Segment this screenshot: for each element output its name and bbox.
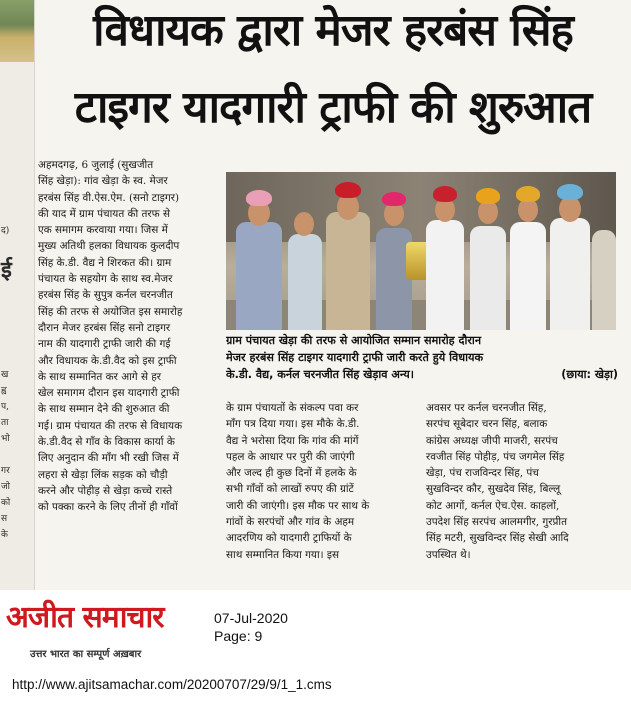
adjacent-text-fragment: ख — [1, 370, 9, 380]
person-figure — [426, 220, 464, 330]
article-line: के.डी.वैद से गाँव के विकास कार्या के — [38, 436, 175, 449]
person-figure — [592, 230, 616, 330]
article-line: साथ सम्मानित किया गया। इस — [226, 548, 340, 561]
article-line: माँग पत्र दिया गया। इस मौके के.डी. — [226, 418, 360, 431]
article-column-2 — [226, 400, 418, 563]
person-figure — [236, 222, 282, 330]
person-figure — [326, 212, 370, 330]
article-line: अहमदगढ़, 6 जुलाई (सुखजीत — [38, 159, 154, 171]
adjacent-text-fragment: स — [1, 514, 8, 524]
article-line: सिंह की तरफ से अयोजित इस समारोह — [38, 305, 183, 318]
article-line: की याद में ग्राम पंचायत की तरफ से — [38, 207, 171, 220]
article-line: हरबंस सिंह वी.ऐस.ऐम. (सनो टाइगर) — [38, 191, 179, 204]
turban-pink — [246, 190, 272, 206]
article-line: पंचायत के सहयोग के साथ स्व.मेजर — [38, 273, 173, 286]
headline-line-2: टाइगर यादगारी ट्राफी की शुरुआत — [74, 82, 592, 133]
adjacent-text-fragment: द) — [1, 226, 10, 236]
article-line: सरपंच सूबेदार चरन सिंह, बलाक — [426, 418, 548, 431]
article-line: लहरा से खेड़ा लिंक सड़क को चौड़ी — [38, 468, 168, 481]
article-line: और विधायक के.डी.वैद को इस ट्राफी — [38, 354, 177, 367]
caption-line — [226, 366, 618, 383]
page-footer — [0, 590, 631, 709]
article-line: आदरणिय को यादगारी ट्राफियों के — [226, 532, 352, 545]
adjacent-photo-fragment — [0, 0, 34, 62]
turban-red — [335, 182, 361, 198]
photo-credit: (छाया: खेड़ा) — [561, 368, 618, 381]
event-photo — [226, 172, 616, 330]
article-line: और जल्द ही कुछ दिनों में हलके के — [226, 467, 357, 480]
article-line: सिंह खेड़ा): गांव खेड़ा के स्व. मेजर — [38, 175, 168, 188]
article-line: वैद्य ने भरोसा दिया कि गांव की मांगें — [226, 434, 359, 447]
newspaper-tagline: उत्तर भारत का सम्पूर्ण अख़बार — [30, 649, 142, 660]
person-figure — [550, 218, 590, 330]
adjacent-text-fragment: के — [1, 530, 8, 540]
article-line: रवजीत सिंह पोहीड़, पंच जगमेल सिंह — [426, 450, 565, 463]
article-line: एक समागम करवाया गया। जिस में — [38, 224, 168, 237]
article-line: लिए अनुदान की माँग भी रखी जिस में — [38, 452, 179, 465]
adjacent-article-strip — [0, 0, 35, 590]
caption-line: मेजर हरबंस सिंह टाइगर यादगारी ट्राफी जारी करते हुये विधायक — [226, 351, 484, 364]
person-figure — [510, 222, 546, 330]
caption-line: ग्राम पंचायत खेड़ा की तरफ से आयोजित सम्मान समारोह दौरान — [226, 334, 482, 347]
article-line: दौरान मेजर हरबंस सिंह सनो टाइगर — [38, 321, 171, 334]
adjacent-text-fragment: ता — [1, 418, 9, 428]
turban-red — [433, 186, 457, 202]
article-line: के ग्राम पंचायतों के संकल्प पवा कर — [226, 402, 359, 414]
article-line: सिंह मटरी, सुखविन्दर सिंह सेखी आदि — [426, 532, 569, 545]
person-figure — [470, 226, 506, 330]
page-number: Page: 9 — [214, 628, 263, 644]
article-line: जारी की जाएंगी। इस मौक पर साथ के — [226, 499, 370, 512]
adjacent-text-fragment: ई — [1, 257, 12, 283]
person-figure — [288, 234, 322, 330]
article-line: कोट आगों, कर्नल ऐच.ऐस. काहलों, — [426, 499, 560, 512]
adjacent-text-fragment: प, — [1, 402, 9, 412]
article-column-1 — [38, 157, 218, 516]
adjacent-text-fragment: को — [1, 498, 11, 508]
article-line: सिंह के.डी. वैद्य ने शिरकत की। ग्राम — [38, 256, 172, 269]
edition-date: 07-Jul-2020 — [214, 610, 288, 626]
article-line: उपदेश सिंह सरपंच आलमगीर, गुरप्रीत — [426, 516, 567, 529]
adjacent-text-fragment: जो — [1, 482, 11, 492]
article-line: मुख्य अतिथी हलका विधायक कुलदीप — [38, 240, 180, 253]
article-line: गई। ग्राम पंचायत की तरफ से विधायक — [38, 419, 183, 432]
article-line: कांग्रेस अध्यक्ष जीपी माजरी, सरपंच — [426, 434, 558, 447]
article-line: को पक्का करने के लिए तीनों ही गाँवों — [38, 501, 178, 514]
article-line: सभी गाँवों को लाखों रुपए की ग्रांटें — [226, 483, 354, 496]
article-line: सुखविन्दर कौर, सुखदेव सिंह, बिल्लू — [426, 483, 561, 496]
article-line: खेल समागम दौरान इस यादगारी ट्राफी — [38, 387, 180, 400]
article-line: खेड़ा, पंच राजविन्दर सिंह, पंच — [426, 467, 539, 480]
article-line: उपस्थित थे। — [426, 548, 471, 561]
turban-blue — [557, 184, 583, 200]
article-line: के साथ सम्मान देने की शुरुआत की — [38, 403, 170, 416]
adjacent-text-fragment: गर — [1, 466, 10, 476]
caption-line-text: के.डी. वैद्य, कर्नल चरनजीत सिंह खेड़ाव अन्य। — [226, 368, 414, 381]
article-line: गांवों के सरपंचों और गांव के अहम — [226, 516, 355, 529]
turban-magenta — [382, 192, 406, 206]
article-line: पहल के आधार पर पुरी की जाएंगी — [226, 450, 355, 463]
article-column-3 — [426, 400, 616, 563]
article-line: अवसर पर कर्नल चरनजीत सिंह, — [426, 402, 547, 414]
newspaper-logo: अजीत समाचार — [6, 600, 164, 635]
turban-yellow — [516, 186, 540, 202]
article-line: हरबंस सिंह के सुपुत्र कर्नल चरनजीत — [38, 289, 173, 302]
article-line: नाम की यादगारी ट्राफी जारी की गई — [38, 338, 171, 351]
source-url: http://www.ajitsamachar.com/20200707/29/9/1_1.cms — [12, 677, 332, 692]
headline-line-1: विधायक द्वारा मेजर हरबंस सिंह — [93, 5, 573, 56]
article-line: करने और पोहीड़ से खेड़ा कच्चे रास्ते — [38, 484, 173, 497]
turban-orange — [476, 188, 500, 204]
article-line: के साथ सम्मानित कर आगे से हर — [38, 370, 162, 383]
adjacent-text-fragment: भो — [1, 434, 10, 444]
photo-caption — [226, 332, 618, 383]
person-head — [294, 212, 314, 236]
adjacent-text-fragment: ह्व — [1, 386, 7, 396]
